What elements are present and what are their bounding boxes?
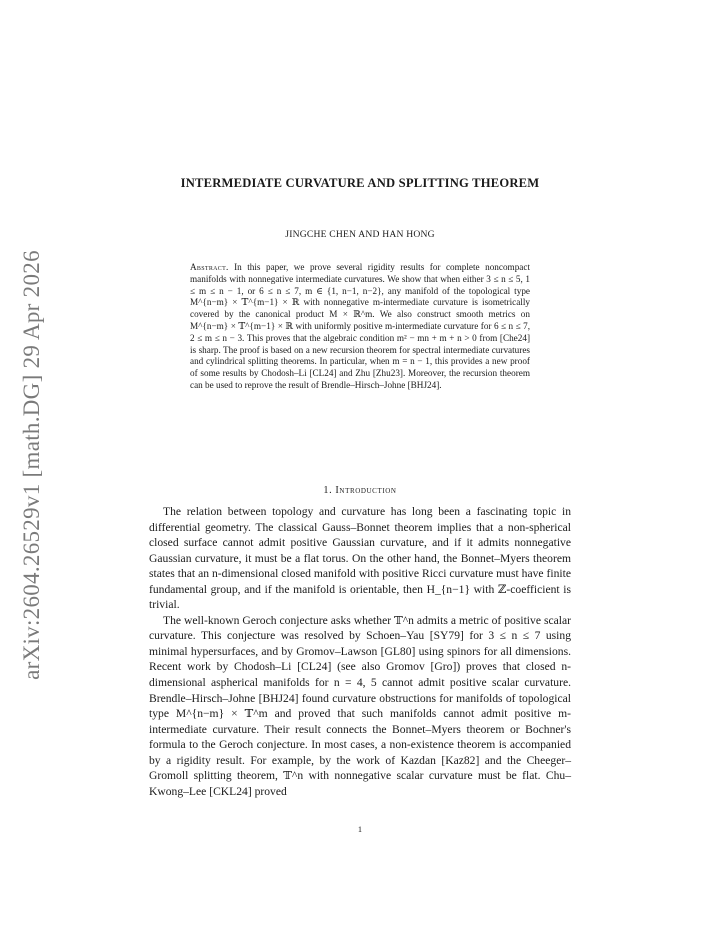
section-heading	[180, 485, 540, 496]
body-paragraph: The relation between topology and curvature has long been a fascinating topic in differential geometry. The classical Gauss–Bonnet theorem implies that a non-spherical closed surface cannot admit positive Gaussian curvature, and if it admits nonnegative Gaussian curvature, it must be a flat torus. On the other hand, the Bonnet–Myers theorem states that an n-dimensional closed manifold with positive Ricci curvature must have finite fundamental group, and if the manifold is orientable, then H_{n−1} with ℤ-coefficient is trivial.	[149, 505, 571, 612]
abstract-label: Abstract.	[190, 262, 229, 272]
body-paragraph: The well-known Geroch conjecture asks whether 𝕋^n admits a metric of positive scalar curvature. This conjecture was resolved by Schoen–Yau [SY79] for 3 ≤ n ≤ 7 using minimal hypersurfaces, and by Gromov–Lawson [GL80] using spinors for all dimensions. Recent work by Chodosh–Li [CL24] (see also Gromov [Gro]) proves that closed n-dimensional aspherical manifolds for n = 4, 5 cannot admit positive scalar curvature. Brendle–Hirsch–Johne [BHJ24] found curvature obstructions for manifolds of topological type M^{n−m} × 𝕋^m and proved that such manifolds cannot admit positive m-intermediate curvature. Their result connects the Bonnet–Myers theorem or Bochner's formula to the Geroch conjecture. In most cases, a non-existence theorem is accompanied by a rigidity result. For example, by the work of Kazdan [Kaz82] and the Cheeger–Gromoll splitting theorem, 𝕋^n with nonnegative scalar curvature must be flat. Chu–Kwong–Lee [CKL24] proved	[149, 613, 571, 798]
body-text	[149, 504, 571, 799]
page-number: 1	[357, 825, 363, 834]
arxiv-identifier-stamp[interactable]: arXiv:2604.26529v1 [math.DG] 29 Apr 2026	[19, 250, 44, 680]
paper-authors: JINGCHE CHEN AND HAN HONG	[285, 229, 435, 240]
abstract-text: In this paper, we prove several rigidity results for complete noncompact manifolds with nonnegative intermediate curvatures. We show that when either 3 ≤ n ≤ 5, 1 ≤ m ≤ n − 1, or 6 ≤ n ≤ 7, m ∈ {1, n−1, n−2}, any manifold of the topological type M^{n−m} × 𝕋^{m−1} × ℝ with nonnegative m-intermediate curvature is isometrically covered by the canonical product M × ℝ^m. We also construct smooth metrics on M^{n−m} × 𝕋^{m−1} × ℝ with uniformly positive m-intermediate curvature for 6 ≤ n ≤ 7, 2 ≤ m ≤ n − 3. This proves that the algebraic condition m² − mn + m + n > 0 from [Che24] is sharp. The proof is based on a new recursion theorem for spectral intermediate curvatures and cylindrical splitting theorems. In particular, when m = n − 1, this provides a new proof of some results by Chodosh–Li [CL24] and Zhu [Zhu23]. Moreover, the recursion theorem can be used to reprove the result of Brendle–Hirsch–Johne [BHJ24].	[190, 262, 530, 390]
abstract-block	[190, 262, 530, 392]
section-title: Introduction	[335, 485, 397, 496]
paper-title: INTERMEDIATE CURVATURE AND SPLITTING THEOREM	[180, 176, 540, 190]
section-number: 1.	[323, 485, 333, 496]
